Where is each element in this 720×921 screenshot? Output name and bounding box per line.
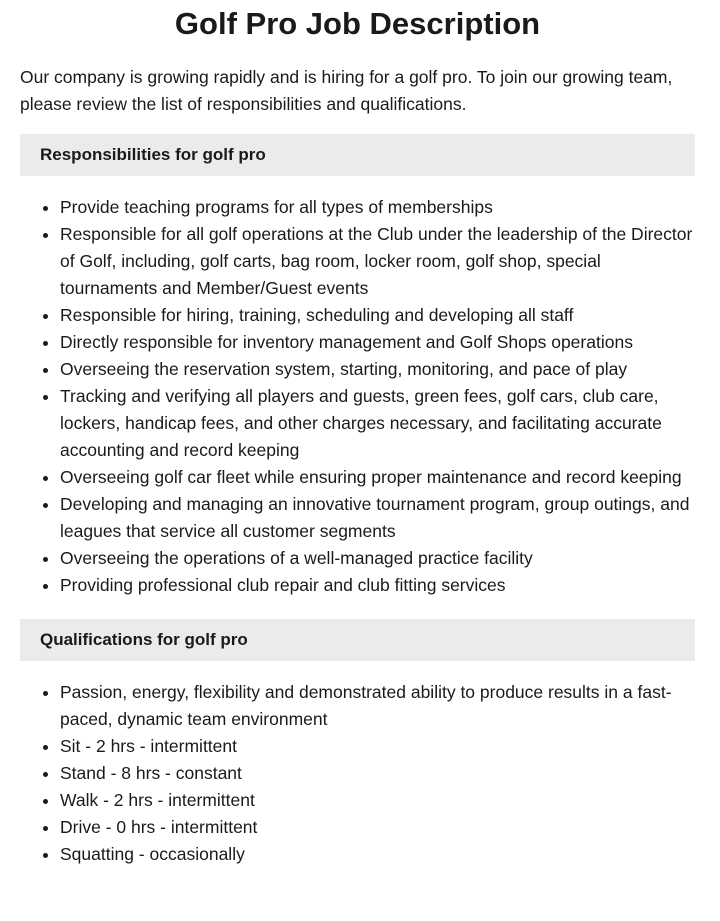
list-item: • Walk - 2 hrs - intermittent: [60, 787, 695, 814]
list-item: • Overseeing golf car fleet while ensuring proper maintenance and record keeping: [60, 464, 695, 491]
list-item: • Developing and managing an innovative tournament program, group outings, and leagues that service all customer segments: [60, 491, 695, 545]
qualifications-list: [20, 679, 695, 868]
responsibilities-list: [20, 194, 695, 599]
responsibilities-heading: Responsibilities for golf pro: [20, 134, 695, 176]
list-item: • Sit - 2 hrs - intermittent: [60, 733, 695, 760]
list-item: • Providing professional club repair and club fitting services: [60, 572, 695, 599]
list-item: • Passion, energy, flexibility and demonstrated ability to produce results in a fast-paced, dynamic team environment: [60, 679, 695, 733]
list-item: • Squatting - occasionally: [60, 841, 695, 868]
list-item: • Responsible for all golf operations at the Club under the leadership of the Director of Golf, including, golf carts, bag room, locker room, golf shop, special tournaments and Member/Guest events: [60, 221, 695, 302]
list-item: • Stand - 8 hrs - constant: [60, 760, 695, 787]
list-item: • Provide teaching programs for all types of memberships: [60, 194, 695, 221]
page-title: Golf Pro Job Description: [174, 6, 541, 41]
list-item: • Responsible for hiring, training, scheduling and developing all staff: [60, 302, 695, 329]
list-item: • Drive - 0 hrs - intermittent: [60, 814, 695, 841]
list-item: • Overseeing the reservation system, starting, monitoring, and pace of play: [60, 356, 695, 383]
list-item: • Overseeing the operations of a well-managed practice facility: [60, 545, 695, 572]
intro-text: Our company is growing rapidly and is hiring for a golf pro. To join our growing team, please review the list of responsibilities and qualifications.: [20, 67, 673, 114]
list-item: • Directly responsible for inventory management and Golf Shops operations: [60, 329, 695, 356]
list-item: • Tracking and verifying all players and guests, green fees, golf cars, club care, lockers, handicap fees, and other charges necessary, and facilitating accurate accounting and record keeping: [60, 383, 695, 464]
qualifications-heading: Qualifications for golf pro: [20, 619, 695, 661]
